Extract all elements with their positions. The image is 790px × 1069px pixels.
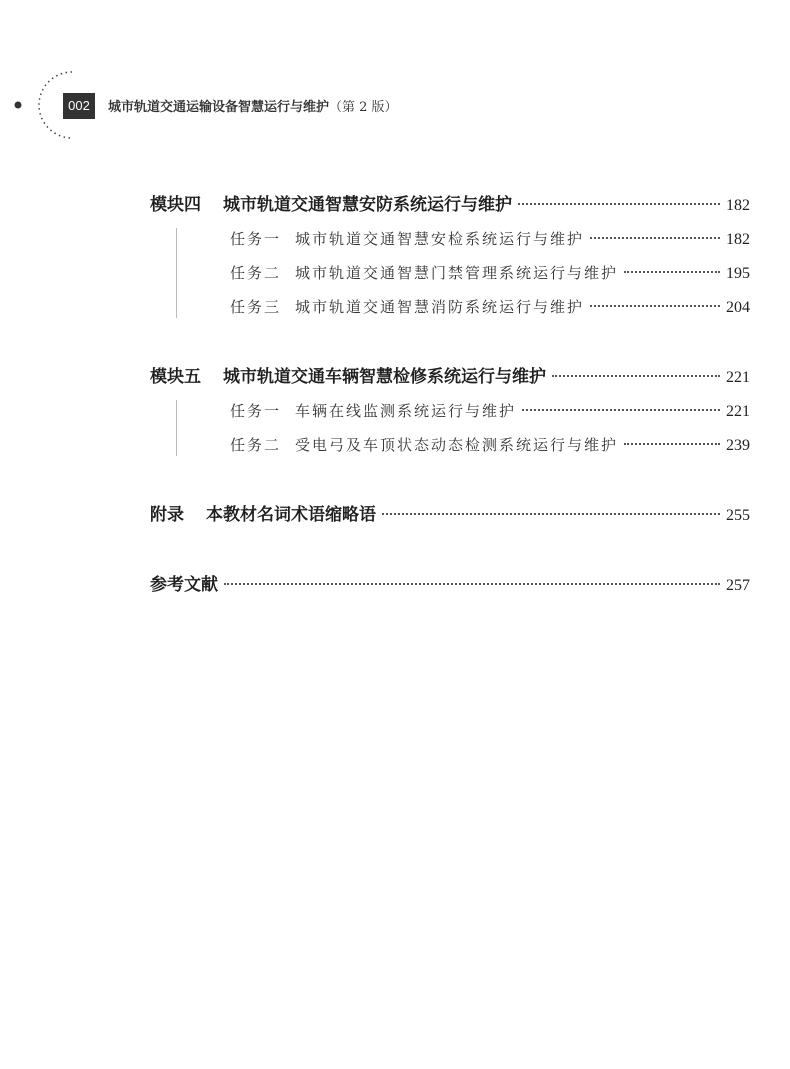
toc-leader: [590, 237, 720, 239]
toc-module-line[interactable]: [150, 360, 750, 394]
toc-module-4: [150, 188, 750, 324]
toc-task-title: 城市轨道交通智慧门禁管理系统运行与维护: [295, 264, 619, 282]
toc-page-number: 182: [726, 197, 750, 214]
toc-appendix-title: 本教材名词术语缩略语: [206, 505, 376, 525]
toc-task-line[interactable]: [230, 222, 750, 256]
toc-module-5: [150, 360, 750, 462]
task-list-bar: [176, 228, 177, 318]
toc-references-line[interactable]: [150, 568, 750, 602]
page-header: [0, 60, 790, 150]
toc-task-label: 任务二: [230, 436, 282, 454]
toc-page-number: 239: [726, 437, 750, 454]
toc-page-number: 255: [726, 507, 750, 524]
toc-page-number: 257: [726, 577, 750, 594]
toc-leader: [382, 513, 720, 515]
toc-task-title: 城市轨道交通智慧消防系统运行与维护: [295, 298, 585, 316]
toc-task-label: 任务一: [230, 230, 282, 248]
toc-module-label: 模块五: [150, 367, 201, 387]
table-of-contents: [150, 188, 750, 602]
toc-references-title: 参考文献: [150, 575, 218, 595]
toc-appendix-label: 附录: [150, 505, 184, 525]
task-list-bar: [176, 400, 177, 456]
book-title-text: 城市轨道交通运输设备智慧运行与维护: [108, 100, 330, 115]
toc-task-line[interactable]: [230, 394, 750, 428]
toc-leader: [518, 203, 720, 205]
toc-module-label: 模块四: [150, 195, 201, 215]
toc-leader: [624, 271, 720, 273]
toc-task-line[interactable]: [230, 256, 750, 290]
page-number: 002: [63, 93, 95, 119]
toc-leader: [624, 443, 720, 445]
toc-task-line[interactable]: [230, 428, 750, 462]
toc-leader: [224, 583, 720, 585]
toc-module-title: 城市轨道交通车辆智慧检修系统运行与维护: [223, 367, 546, 387]
toc-page-number: 221: [726, 403, 750, 420]
toc-task-label: 任务二: [230, 264, 282, 282]
toc-page-number: 221: [726, 369, 750, 386]
book-edition: （第 2 版）: [329, 100, 398, 115]
toc-module-line[interactable]: [150, 188, 750, 222]
toc-leader: [590, 305, 720, 307]
toc-module-title: 城市轨道交通智慧安防系统运行与维护: [223, 195, 512, 215]
toc-task-list: [150, 222, 750, 324]
toc-leader: [522, 409, 720, 411]
toc-task-label: 任务一: [230, 402, 282, 420]
book-title: [108, 96, 398, 115]
toc-task-title: 受电弓及车顶状态动态检测系统运行与维护: [295, 436, 619, 454]
toc-task-label: 任务三: [230, 298, 282, 316]
toc-page-number: 182: [726, 231, 750, 248]
header-ornament: [0, 60, 120, 150]
toc-task-line[interactable]: [230, 290, 750, 324]
toc-task-list: [150, 394, 750, 462]
toc-page-number: 195: [726, 265, 750, 282]
toc-page-number: 204: [726, 299, 750, 316]
toc-task-title: 城市轨道交通智慧安检系统运行与维护: [295, 230, 585, 248]
toc-task-title: 车辆在线监测系统运行与维护: [295, 402, 517, 420]
toc-appendix-line[interactable]: [150, 498, 750, 532]
toc-leader: [552, 375, 720, 377]
